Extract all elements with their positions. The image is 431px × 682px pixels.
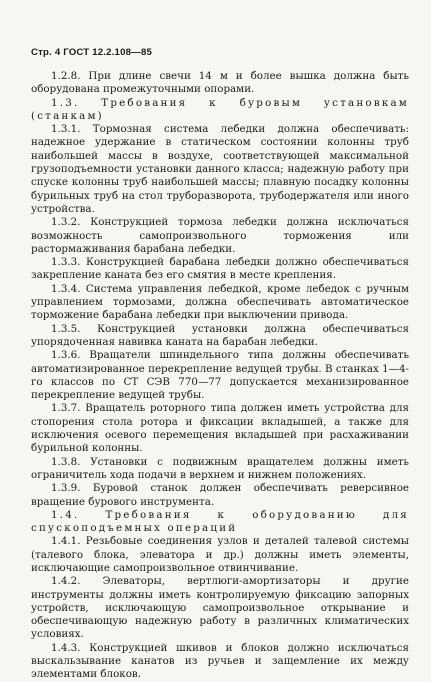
paragraph: 1.3.2. Конструкцией тормоза лебедки должна исключаться возможность самопроизвольного торможения или растормаживания барабана лебедки. bbox=[31, 216, 409, 255]
paragraph: 1.3.1. Тормозная система лебедки должна обеспечивать: надежное удержание в статическом состоянии колонны труб наибольшей массы в воздухе, соответствующей максимальной грузоподъемности установки данного класса; надежную работу при спуске колонны труб наибольшей массы; плавную посадку колонны бурильных труб на стол труборазворота, трубодержателя или иного устройства. bbox=[31, 123, 409, 215]
paragraph: 1.3.4. Система управления лебедкой, кроме лебедок с ручным управлением тормозами, должна обеспечивать автоматическое торможение барабана лебедки при выключении привода. bbox=[31, 282, 409, 322]
paragraph: 1.4.3. Конструкцией шкивов и блоков должно исключаться выскальзывание канатов из ручьев и защемление их между элементами блоков. bbox=[31, 641, 409, 681]
page-header: Стр. 4 ГОСТ 12.2.108—85 bbox=[31, 47, 153, 58]
paragraph: 1.3.5. Конструкцией установки должна обеспечиваться упорядоченная навивка каната на барабан лебедки. bbox=[31, 322, 409, 348]
paragraph: 1.4.1. Резьбовые соединения узлов и деталей талевой системы (талевого блока, элеватора и др.) должны иметь элементы, исключающие самопроизвольное отвинчивание. bbox=[31, 535, 409, 574]
paragraph: 1.4.2. Элеваторы, вертлюги-амортизаторы и другие инструменты должны иметь контролируемую фиксацию запорных устройств, исключающую самопроизвольное открывание и обеспечивающую надежную работу в различных климатических условиях. bbox=[31, 575, 409, 641]
paragraph: 1.3.9. Буровой станок должен обеспечивать реверсивное вращение бурового инструмента. bbox=[31, 482, 409, 508]
paragraph: 1.2.8. При длине свечи 14 м и более вышка должна быть оборудована промежуточными опорами. bbox=[31, 70, 409, 96]
section-heading: 1.3. Требования к буровым установкам (станкам) bbox=[31, 96, 409, 122]
paragraph: 1.3.6. Вращатели шпиндельного типа должны обеспечивать автоматизированное перекрепление ведущей трубы. В станках 1—4-го классов по СТ СЭВ 770—77 допускается механизированное перекрепление ведущей трубы. bbox=[31, 349, 409, 402]
section-heading: 1.4. Требования к оборудованию для спускоподъемных операций bbox=[31, 508, 409, 535]
paragraph: 1.3.3. Конструкцией барабана лебедки должно обеспечиваться закрепление каната без его смятия в месте крепления. bbox=[31, 256, 409, 282]
paragraph: 1.3.7. Вращатель роторного типа должен иметь устройства для стопорения стола ротора и фиксации вкладышей, а также для исключения осевого перемещения вкладышей при расхаживании бурильной колонны. bbox=[31, 402, 409, 455]
document-body bbox=[31, 70, 409, 682]
paragraph: 1.3.8. Установки с подвижным вращателем должны иметь ограничитель хода подачи в верхнем и нижнем положениях. bbox=[31, 455, 409, 481]
